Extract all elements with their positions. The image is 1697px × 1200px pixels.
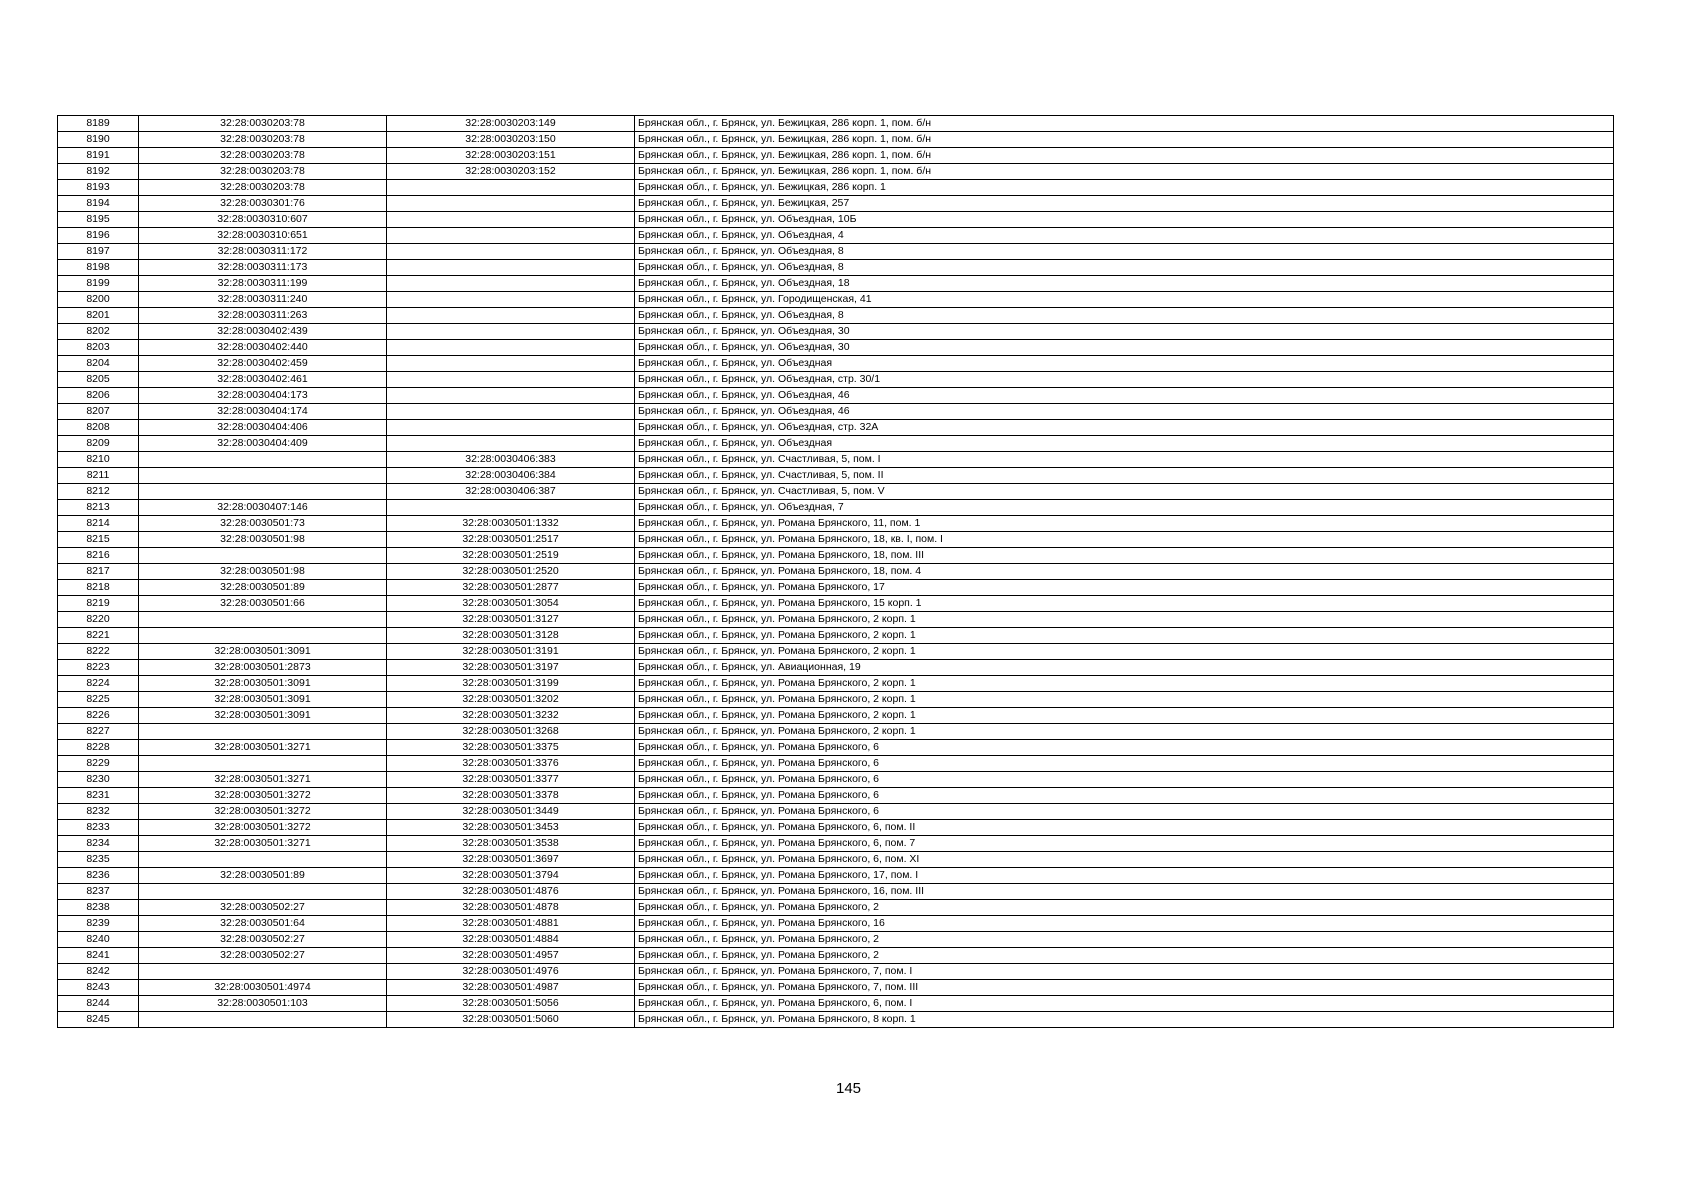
table-row <box>58 932 1614 948</box>
parcel-number-cell: 32:28:0030311:263 <box>139 308 387 324</box>
row-number-cell: 8189 <box>58 116 139 132</box>
table-row <box>58 948 1614 964</box>
parcel-number-cell: 32:28:0030501:3271 <box>139 740 387 756</box>
table-row <box>58 1012 1614 1028</box>
address-cell: Брянская обл., г. Брянск, ул. Бежицкая, 286 корп. 1, пом. б/н <box>635 132 1614 148</box>
object-number-cell: 32:28:0030501:3232 <box>387 708 635 724</box>
object-number-cell: 32:28:0030406:384 <box>387 468 635 484</box>
address-cell: Брянская обл., г. Брянск, ул. Романа Брянского, 2 <box>635 932 1614 948</box>
object-number-cell: 32:28:0030203:149 <box>387 116 635 132</box>
table-row <box>58 452 1614 468</box>
object-number-cell <box>387 388 635 404</box>
parcel-number-cell: 32:28:0030402:461 <box>139 372 387 388</box>
object-number-cell <box>387 212 635 228</box>
address-cell: Брянская обл., г. Брянск, ул. Романа Брянского, 6, пом. 7 <box>635 836 1614 852</box>
parcel-number-cell: 32:28:0030404:409 <box>139 436 387 452</box>
address-cell: Брянская обл., г. Брянск, ул. Романа Брянского, 17 <box>635 580 1614 596</box>
row-number-cell: 8232 <box>58 804 139 820</box>
row-number-cell: 8210 <box>58 452 139 468</box>
object-number-cell <box>387 372 635 388</box>
parcel-number-cell: 32:28:0030501:103 <box>139 996 387 1012</box>
address-cell: Брянская обл., г. Брянск, ул. Романа Брянского, 2 корп. 1 <box>635 628 1614 644</box>
address-cell: Брянская обл., г. Брянск, ул. Романа Брянского, 18, пом. III <box>635 548 1614 564</box>
address-cell: Брянская обл., г. Брянск, ул. Бежицкая, 286 корп. 1, пом. б/н <box>635 116 1614 132</box>
table-row <box>58 164 1614 180</box>
object-number-cell <box>387 404 635 420</box>
table-row <box>58 900 1614 916</box>
table-row <box>58 244 1614 260</box>
parcel-number-cell: 32:28:0030501:98 <box>139 532 387 548</box>
object-number-cell: 32:28:0030501:3453 <box>387 820 635 836</box>
table-row <box>58 708 1614 724</box>
address-cell: Брянская обл., г. Брянск, ул. Объездная, 18 <box>635 276 1614 292</box>
row-number-cell: 8192 <box>58 164 139 180</box>
object-number-cell: 32:28:0030501:3127 <box>387 612 635 628</box>
table-row <box>58 628 1614 644</box>
parcel-number-cell: 32:28:0030501:3091 <box>139 644 387 660</box>
parcel-number-cell <box>139 484 387 500</box>
table-row <box>58 372 1614 388</box>
parcel-number-cell: 32:28:0030404:406 <box>139 420 387 436</box>
parcel-number-cell: 32:28:0030501:3091 <box>139 692 387 708</box>
parcel-number-cell <box>139 724 387 740</box>
table-row <box>58 260 1614 276</box>
address-cell: Брянская обл., г. Брянск, ул. Романа Брянского, 16, пом. III <box>635 884 1614 900</box>
object-number-cell <box>387 324 635 340</box>
address-cell: Брянская обл., г. Брянск, ул. Бежицкая, 286 корп. 1 <box>635 180 1614 196</box>
parcel-number-cell: 32:28:0030501:89 <box>139 580 387 596</box>
parcel-number-cell: 32:28:0030501:89 <box>139 868 387 884</box>
table-row <box>58 644 1614 660</box>
parcel-number-cell <box>139 548 387 564</box>
row-number-cell: 8220 <box>58 612 139 628</box>
parcel-number-cell: 32:28:0030402:440 <box>139 340 387 356</box>
object-number-cell: 32:28:0030501:3128 <box>387 628 635 644</box>
table-row <box>58 740 1614 756</box>
row-number-cell: 8234 <box>58 836 139 852</box>
table-row <box>58 484 1614 500</box>
object-number-cell: 32:28:0030501:1332 <box>387 516 635 532</box>
address-cell: Брянская обл., г. Брянск, ул. Счастливая, 5, пом. I <box>635 452 1614 468</box>
address-cell: Брянская обл., г. Брянск, ул. Объездная, 46 <box>635 388 1614 404</box>
parcel-number-cell: 32:28:0030501:66 <box>139 596 387 612</box>
parcel-number-cell: 32:28:0030203:78 <box>139 180 387 196</box>
parcel-number-cell: 32:28:0030311:173 <box>139 260 387 276</box>
row-number-cell: 8203 <box>58 340 139 356</box>
parcel-number-cell: 32:28:0030501:3272 <box>139 804 387 820</box>
address-cell: Брянская обл., г. Брянск, ул. Романа Брянского, 8 корп. 1 <box>635 1012 1614 1028</box>
table-row <box>58 772 1614 788</box>
row-number-cell: 8206 <box>58 388 139 404</box>
row-number-cell: 8243 <box>58 980 139 996</box>
parcel-number-cell: 32:28:0030203:78 <box>139 116 387 132</box>
object-number-cell: 32:28:0030501:3197 <box>387 660 635 676</box>
row-number-cell: 8231 <box>58 788 139 804</box>
row-number-cell: 8240 <box>58 932 139 948</box>
parcel-number-cell: 32:28:0030501:4974 <box>139 980 387 996</box>
object-number-cell <box>387 340 635 356</box>
address-cell: Брянская обл., г. Брянск, ул. Романа Брянского, 17, пом. I <box>635 868 1614 884</box>
object-number-cell: 32:28:0030501:4987 <box>387 980 635 996</box>
row-number-cell: 8244 <box>58 996 139 1012</box>
object-number-cell: 32:28:0030501:4881 <box>387 916 635 932</box>
parcel-number-cell: 32:28:0030311:240 <box>139 292 387 308</box>
row-number-cell: 8226 <box>58 708 139 724</box>
object-number-cell: 32:28:0030501:3191 <box>387 644 635 660</box>
table-row <box>58 692 1614 708</box>
table-row <box>58 548 1614 564</box>
row-number-cell: 8237 <box>58 884 139 900</box>
row-number-cell: 8222 <box>58 644 139 660</box>
table-row <box>58 132 1614 148</box>
table-row <box>58 388 1614 404</box>
row-number-cell: 8190 <box>58 132 139 148</box>
table-row <box>58 724 1614 740</box>
object-number-cell <box>387 420 635 436</box>
address-cell: Брянская обл., г. Брянск, ул. Романа Брянского, 6, пом. I <box>635 996 1614 1012</box>
address-cell: Брянская обл., г. Брянск, ул. Объездная, 46 <box>635 404 1614 420</box>
parcel-number-cell: 32:28:0030501:3091 <box>139 708 387 724</box>
table-row <box>58 836 1614 852</box>
parcel-number-cell <box>139 468 387 484</box>
row-number-cell: 8207 <box>58 404 139 420</box>
address-cell: Брянская обл., г. Брянск, ул. Романа Брянского, 6 <box>635 788 1614 804</box>
table-row <box>58 356 1614 372</box>
table-row <box>58 756 1614 772</box>
table-row <box>58 148 1614 164</box>
object-number-cell <box>387 244 635 260</box>
object-number-cell: 32:28:0030406:387 <box>387 484 635 500</box>
parcel-number-cell: 32:28:0030311:172 <box>139 244 387 260</box>
object-number-cell <box>387 500 635 516</box>
object-number-cell <box>387 276 635 292</box>
object-number-cell: 32:28:0030501:3794 <box>387 868 635 884</box>
address-cell: Брянская обл., г. Брянск, ул. Романа Брянского, 2 корп. 1 <box>635 724 1614 740</box>
address-cell: Брянская обл., г. Брянск, ул. Романа Брянского, 2 корп. 1 <box>635 612 1614 628</box>
row-number-cell: 8194 <box>58 196 139 212</box>
table-row <box>58 980 1614 996</box>
object-number-cell: 32:28:0030501:3202 <box>387 692 635 708</box>
address-cell: Брянская обл., г. Брянск, ул. Романа Брянского, 2 корп. 1 <box>635 676 1614 692</box>
parcel-number-cell: 32:28:0030301:76 <box>139 196 387 212</box>
address-cell: Брянская обл., г. Брянск, ул. Объездная, стр. 30/1 <box>635 372 1614 388</box>
table-row <box>58 580 1614 596</box>
parcel-number-cell: 32:28:0030402:439 <box>139 324 387 340</box>
address-cell: Брянская обл., г. Брянск, ул. Объездная, 8 <box>635 260 1614 276</box>
address-cell: Брянская обл., г. Брянск, ул. Бежицкая, 286 корп. 1, пом. б/н <box>635 164 1614 180</box>
object-number-cell: 32:28:0030501:4876 <box>387 884 635 900</box>
row-number-cell: 8230 <box>58 772 139 788</box>
parcel-number-cell: 32:28:0030502:27 <box>139 948 387 964</box>
object-number-cell: 32:28:0030501:3376 <box>387 756 635 772</box>
table-row <box>58 436 1614 452</box>
object-number-cell <box>387 260 635 276</box>
object-number-cell <box>387 292 635 308</box>
parcel-number-cell: 32:28:0030501:3271 <box>139 772 387 788</box>
row-number-cell: 8211 <box>58 468 139 484</box>
row-number-cell: 8199 <box>58 276 139 292</box>
table-row <box>58 276 1614 292</box>
row-number-cell: 8195 <box>58 212 139 228</box>
row-number-cell: 8225 <box>58 692 139 708</box>
address-cell: Брянская обл., г. Брянск, ул. Романа Брянского, 18, пом. 4 <box>635 564 1614 580</box>
row-number-cell: 8239 <box>58 916 139 932</box>
table-row <box>58 116 1614 132</box>
address-cell: Брянская обл., г. Брянск, ул. Романа Брянского, 7, пом. III <box>635 980 1614 996</box>
table-row <box>58 996 1614 1012</box>
address-cell: Брянская обл., г. Брянск, ул. Романа Брянского, 2 корп. 1 <box>635 644 1614 660</box>
address-cell: Брянская обл., г. Брянск, ул. Романа Брянского, 2 корп. 1 <box>635 708 1614 724</box>
row-number-cell: 8221 <box>58 628 139 644</box>
address-cell: Брянская обл., г. Брянск, ул. Объездная, стр. 32А <box>635 420 1614 436</box>
address-cell: Брянская обл., г. Брянск, ул. Объездная, 8 <box>635 308 1614 324</box>
table-row <box>58 212 1614 228</box>
table-row <box>58 964 1614 980</box>
row-number-cell: 8218 <box>58 580 139 596</box>
parcel-number-cell <box>139 756 387 772</box>
table-row <box>58 196 1614 212</box>
table-row <box>58 516 1614 532</box>
row-number-cell: 8216 <box>58 548 139 564</box>
parcel-number-cell <box>139 612 387 628</box>
row-number-cell: 8197 <box>58 244 139 260</box>
address-cell: Брянская обл., г. Брянск, ул. Счастливая, 5, пом. II <box>635 468 1614 484</box>
registry-table-body <box>58 116 1614 1028</box>
row-number-cell: 8217 <box>58 564 139 580</box>
object-number-cell: 32:28:0030501:3268 <box>387 724 635 740</box>
object-number-cell: 32:28:0030501:2519 <box>387 548 635 564</box>
object-number-cell: 32:28:0030501:3378 <box>387 788 635 804</box>
parcel-number-cell <box>139 1012 387 1028</box>
address-cell: Брянская обл., г. Брянск, ул. Романа Брянского, 18, кв. I, пом. I <box>635 532 1614 548</box>
object-number-cell: 32:28:0030501:4884 <box>387 932 635 948</box>
address-cell: Брянская обл., г. Брянск, ул. Романа Брянского, 2 корп. 1 <box>635 692 1614 708</box>
row-number-cell: 8213 <box>58 500 139 516</box>
row-number-cell: 8204 <box>58 356 139 372</box>
row-number-cell: 8212 <box>58 484 139 500</box>
object-number-cell: 32:28:0030501:3697 <box>387 852 635 868</box>
table-row <box>58 676 1614 692</box>
parcel-number-cell: 32:28:0030501:3091 <box>139 676 387 692</box>
address-cell: Брянская обл., г. Брянск, ул. Романа Брянского, 7, пом. I <box>635 964 1614 980</box>
object-number-cell: 32:28:0030203:152 <box>387 164 635 180</box>
table-row <box>58 228 1614 244</box>
parcel-number-cell: 32:28:0030407:146 <box>139 500 387 516</box>
object-number-cell: 32:28:0030501:2520 <box>387 564 635 580</box>
row-number-cell: 8235 <box>58 852 139 868</box>
parcel-number-cell <box>139 452 387 468</box>
parcel-number-cell: 32:28:0030501:73 <box>139 516 387 532</box>
table-row <box>58 468 1614 484</box>
address-cell: Брянская обл., г. Брянск, ул. Романа Брянского, 6 <box>635 756 1614 772</box>
object-number-cell: 32:28:0030501:4976 <box>387 964 635 980</box>
parcel-number-cell <box>139 964 387 980</box>
parcel-number-cell: 32:28:0030502:27 <box>139 900 387 916</box>
object-number-cell: 32:28:0030406:383 <box>387 452 635 468</box>
table-row <box>58 852 1614 868</box>
table-row <box>58 420 1614 436</box>
object-number-cell: 32:28:0030501:3054 <box>387 596 635 612</box>
object-number-cell <box>387 196 635 212</box>
row-number-cell: 8228 <box>58 740 139 756</box>
parcel-number-cell: 32:28:0030501:3272 <box>139 820 387 836</box>
table-row <box>58 292 1614 308</box>
table-row <box>58 532 1614 548</box>
object-number-cell: 32:28:0030501:5056 <box>387 996 635 1012</box>
object-number-cell: 32:28:0030203:151 <box>387 148 635 164</box>
parcel-number-cell: 32:28:0030311:199 <box>139 276 387 292</box>
object-number-cell <box>387 436 635 452</box>
parcel-number-cell: 32:28:0030310:607 <box>139 212 387 228</box>
object-number-cell <box>387 228 635 244</box>
address-cell: Брянская обл., г. Брянск, ул. Романа Брянского, 16 <box>635 916 1614 932</box>
address-cell: Брянская обл., г. Брянск, ул. Объездная <box>635 436 1614 452</box>
row-number-cell: 8201 <box>58 308 139 324</box>
row-number-cell: 8208 <box>58 420 139 436</box>
parcel-number-cell: 32:28:0030404:174 <box>139 404 387 420</box>
address-cell: Брянская обл., г. Брянск, ул. Романа Брянского, 6 <box>635 740 1614 756</box>
table-row <box>58 564 1614 580</box>
address-cell: Брянская обл., г. Брянск, ул. Счастливая, 5, пом. V <box>635 484 1614 500</box>
row-number-cell: 8219 <box>58 596 139 612</box>
row-number-cell: 8200 <box>58 292 139 308</box>
table-row <box>58 324 1614 340</box>
address-cell: Брянская обл., г. Брянск, ул. Объездная, 8 <box>635 244 1614 260</box>
parcel-number-cell <box>139 884 387 900</box>
table-row <box>58 820 1614 836</box>
parcel-number-cell: 32:28:0030501:2873 <box>139 660 387 676</box>
address-cell: Брянская обл., г. Брянск, ул. Романа Брянского, 11, пом. 1 <box>635 516 1614 532</box>
row-number-cell: 8236 <box>58 868 139 884</box>
table-row <box>58 916 1614 932</box>
object-number-cell <box>387 308 635 324</box>
object-number-cell: 32:28:0030501:4878 <box>387 900 635 916</box>
row-number-cell: 8215 <box>58 532 139 548</box>
parcel-number-cell: 32:28:0030501:64 <box>139 916 387 932</box>
registry-table <box>57 115 1614 1028</box>
row-number-cell: 8238 <box>58 900 139 916</box>
address-cell: Брянская обл., г. Брянск, ул. Романа Брянского, 2 <box>635 948 1614 964</box>
object-number-cell: 32:28:0030501:3377 <box>387 772 635 788</box>
object-number-cell: 32:28:0030501:2517 <box>387 532 635 548</box>
row-number-cell: 8193 <box>58 180 139 196</box>
parcel-number-cell: 32:28:0030203:78 <box>139 148 387 164</box>
address-cell: Брянская обл., г. Брянск, ул. Романа Брянского, 6, пом. II <box>635 820 1614 836</box>
row-number-cell: 8202 <box>58 324 139 340</box>
address-cell: Брянская обл., г. Брянск, ул. Романа Брянского, 2 <box>635 900 1614 916</box>
address-cell: Брянская обл., г. Брянск, ул. Бежицкая, 286 корп. 1, пом. б/н <box>635 148 1614 164</box>
object-number-cell: 32:28:0030501:3449 <box>387 804 635 820</box>
object-number-cell: 32:28:0030501:3538 <box>387 836 635 852</box>
row-number-cell: 8245 <box>58 1012 139 1028</box>
parcel-number-cell <box>139 852 387 868</box>
table-row <box>58 180 1614 196</box>
parcel-number-cell: 32:28:0030402:459 <box>139 356 387 372</box>
parcel-number-cell: 32:28:0030501:3271 <box>139 836 387 852</box>
address-cell: Брянская обл., г. Брянск, ул. Городищенская, 41 <box>635 292 1614 308</box>
row-number-cell: 8198 <box>58 260 139 276</box>
table-row <box>58 612 1614 628</box>
table-row <box>58 660 1614 676</box>
row-number-cell: 8209 <box>58 436 139 452</box>
address-cell: Брянская обл., г. Брянск, ул. Романа Брянского, 15 корп. 1 <box>635 596 1614 612</box>
object-number-cell: 32:28:0030501:3199 <box>387 676 635 692</box>
table-row <box>58 788 1614 804</box>
address-cell: Брянская обл., г. Брянск, ул. Объездная, 10Б <box>635 212 1614 228</box>
parcel-number-cell: 32:28:0030203:78 <box>139 132 387 148</box>
address-cell: Брянская обл., г. Брянск, ул. Романа Брянского, 6, пом. XI <box>635 852 1614 868</box>
address-cell: Брянская обл., г. Брянск, ул. Авиационная, 19 <box>635 660 1614 676</box>
row-number-cell: 8223 <box>58 660 139 676</box>
object-number-cell: 32:28:0030501:5060 <box>387 1012 635 1028</box>
row-number-cell: 8224 <box>58 676 139 692</box>
address-cell: Брянская обл., г. Брянск, ул. Объездная, 7 <box>635 500 1614 516</box>
row-number-cell: 8241 <box>58 948 139 964</box>
object-number-cell <box>387 356 635 372</box>
table-row <box>58 404 1614 420</box>
row-number-cell: 8242 <box>58 964 139 980</box>
parcel-number-cell: 32:28:0030501:98 <box>139 564 387 580</box>
address-cell: Брянская обл., г. Брянск, ул. Бежицкая, 257 <box>635 196 1614 212</box>
parcel-number-cell: 32:28:0030203:78 <box>139 164 387 180</box>
row-number-cell: 8227 <box>58 724 139 740</box>
table-row <box>58 308 1614 324</box>
address-cell: Брянская обл., г. Брянск, ул. Романа Брянского, 6 <box>635 772 1614 788</box>
address-cell: Брянская обл., г. Брянск, ул. Романа Брянского, 6 <box>635 804 1614 820</box>
address-cell: Брянская обл., г. Брянск, ул. Объездная, 4 <box>635 228 1614 244</box>
parcel-number-cell: 32:28:0030404:173 <box>139 388 387 404</box>
row-number-cell: 8214 <box>58 516 139 532</box>
parcel-number-cell: 32:28:0030501:3272 <box>139 788 387 804</box>
row-number-cell: 8191 <box>58 148 139 164</box>
object-number-cell <box>387 180 635 196</box>
object-number-cell: 32:28:0030501:2877 <box>387 580 635 596</box>
table-row <box>58 868 1614 884</box>
object-number-cell: 32:28:0030203:150 <box>387 132 635 148</box>
object-number-cell: 32:28:0030501:3375 <box>387 740 635 756</box>
address-cell: Брянская обл., г. Брянск, ул. Объездная, 30 <box>635 340 1614 356</box>
table-row <box>58 500 1614 516</box>
object-number-cell: 32:28:0030501:4957 <box>387 948 635 964</box>
parcel-number-cell: 32:28:0030502:27 <box>139 932 387 948</box>
table-row <box>58 596 1614 612</box>
table-row <box>58 804 1614 820</box>
table-row <box>58 340 1614 356</box>
page-number: 145 <box>835 1080 862 1097</box>
row-number-cell: 8205 <box>58 372 139 388</box>
address-cell: Брянская обл., г. Брянск, ул. Объездная, 30 <box>635 324 1614 340</box>
row-number-cell: 8229 <box>58 756 139 772</box>
parcel-number-cell: 32:28:0030310:651 <box>139 228 387 244</box>
row-number-cell: 8196 <box>58 228 139 244</box>
table-row <box>58 884 1614 900</box>
address-cell: Брянская обл., г. Брянск, ул. Объездная <box>635 356 1614 372</box>
parcel-number-cell <box>139 628 387 644</box>
row-number-cell: 8233 <box>58 820 139 836</box>
